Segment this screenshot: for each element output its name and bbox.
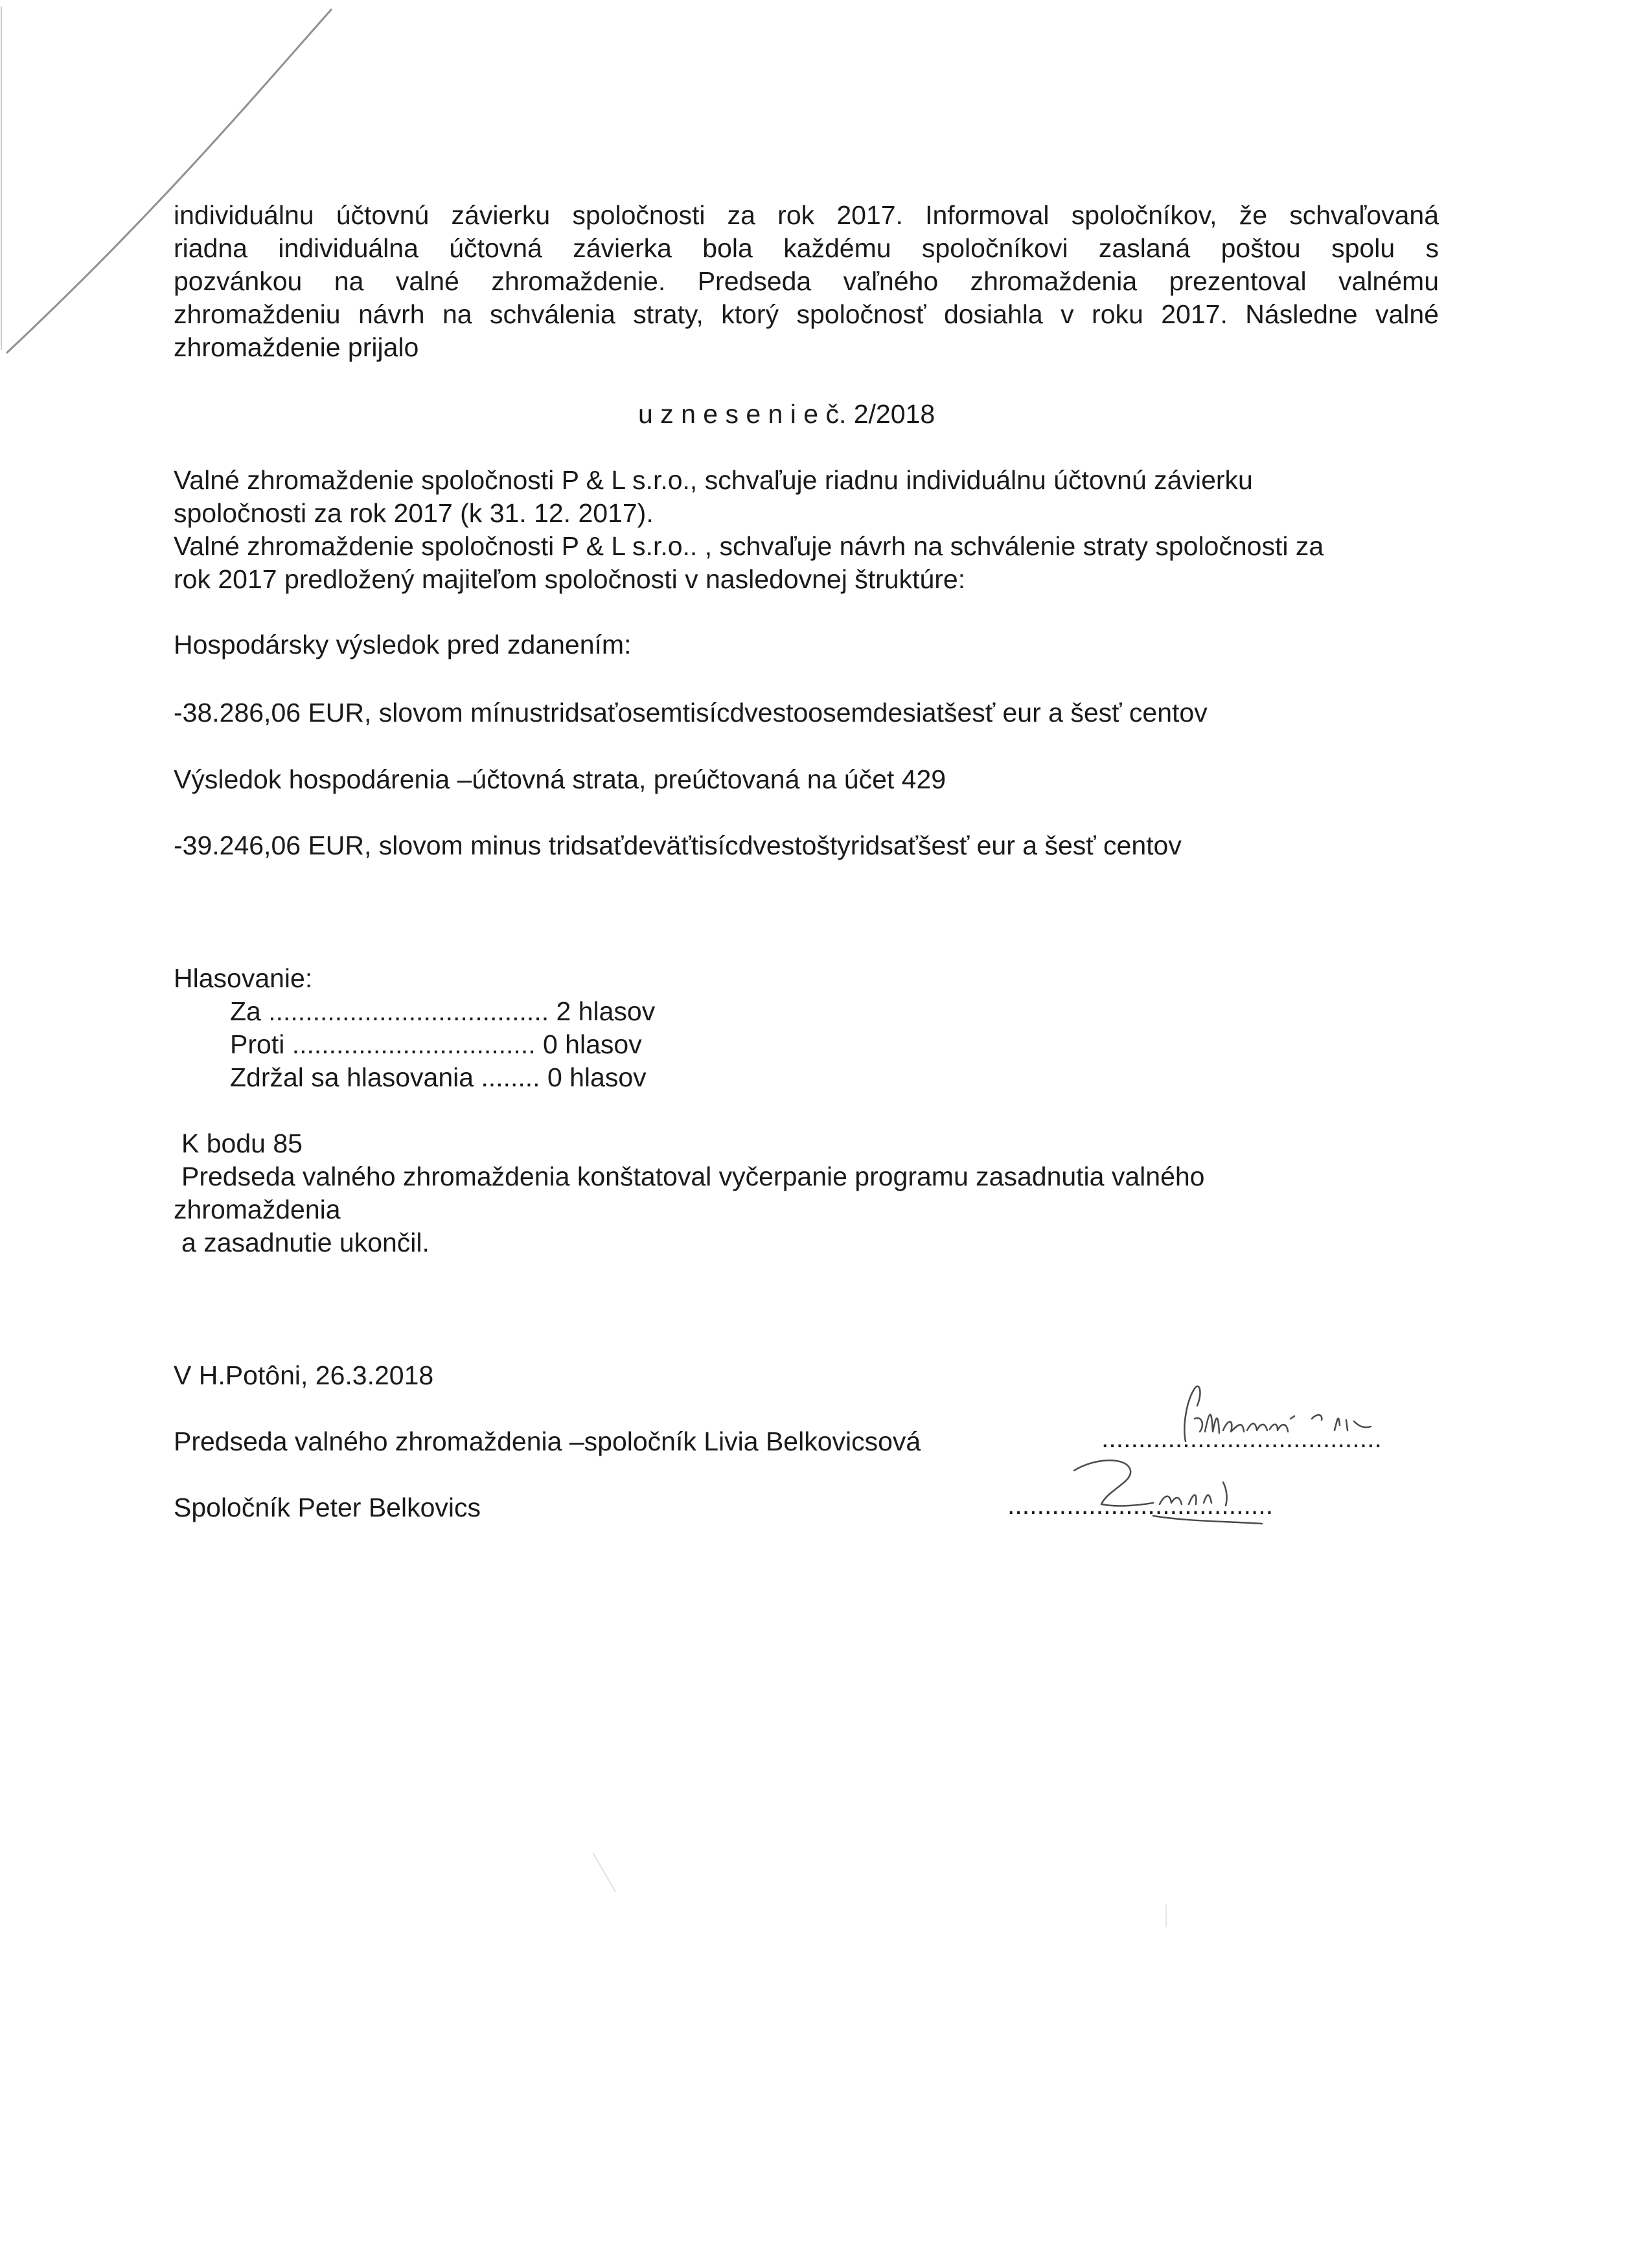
voting-title: Hlasovanie: [174,963,313,993]
intro-line-5: zhromaždenie prijalo [174,332,419,362]
signature-dots-chair: ...................................... [1101,1423,1382,1453]
voting-against: Proti ................................. 0 hlasov [230,1029,642,1059]
closing-line-2: zhromaždenia [174,1195,341,1224]
intro-line-3: pozvánkou na valné zhromaždenie. Predseda vaľného zhromaždenia prezentoval valnému [174,266,1439,296]
loss-label: Výsledok hospodárenia –účtovná strata, preúčtovaná na účet 429 [174,764,946,794]
voting-for: Za ...................................... 2 hlasov [230,996,656,1026]
intro-line-4: zhromaždeniu návrh na schválenia straty, ktorý spoločnosť dosiahla v roku 2017. Následne valné [174,299,1439,329]
resolution-line-2: spoločnosti za rok 2017 (k 31. 12. 2017). [174,498,654,528]
closing-line-3: a zasadnutie ukončil. [181,1228,430,1257]
loss-value: -39.246,06 EUR, slovom minus tridsaťdeväťtisícdvestoštyridsaťšesť eur a šesť centov [174,830,1182,860]
resolution-heading: u z n e s e n i e č. 2/2018 [638,399,935,429]
signature-dots-partner: .................................... [1007,1490,1274,1520]
partner-signatory: Spoločník Peter Belkovics [174,1493,481,1522]
closing-line-1: Predseda valného zhromaždenia konštatoval vyčerpanie programu zasadnutia valného [181,1162,1205,1191]
resolution-line-1: Valné zhromaždenie spoločnosti P & L s.r.o., schvaľuje riadnu individuálnu účtovnú závierku [174,465,1253,495]
resolution-line-3: Valné zhromaždenie spoločnosti P & L s.r.o.. , schvaľuje návrh na schválenie straty spoločnosti za [174,531,1324,561]
place-date: V H.Potôni, 26.3.2018 [174,1360,434,1390]
closing-item: K bodu 85 [181,1128,303,1158]
intro-line-2: riadna individuálna účtovná závierka bola každému spoločníkovi zaslaná poštou spolu s [174,233,1439,263]
pretax-value: -38.286,06 EUR, slovom mínustridsaťosemtisícdvestoosemdesiatšesť eur a šesť centov [174,698,1208,727]
chair-signatory: Predseda valného zhromaždenia –spoločník Livia Belkovicsová [174,1426,921,1456]
intro-line-1: individuálnu účtovnú závierku spoločnosti za rok 2017. Informoval spoločníkov, že schvaľovaná [174,200,1439,230]
resolution-line-4: rok 2017 predložený majiteľom spoločnosti v nasledovnej štruktúre: [174,564,966,594]
pretax-label: Hospodársky výsledok pred zdanením: [174,630,632,659]
voting-abstain: Zdržal sa hlasovania ........ 0 hlasov [230,1062,647,1092]
